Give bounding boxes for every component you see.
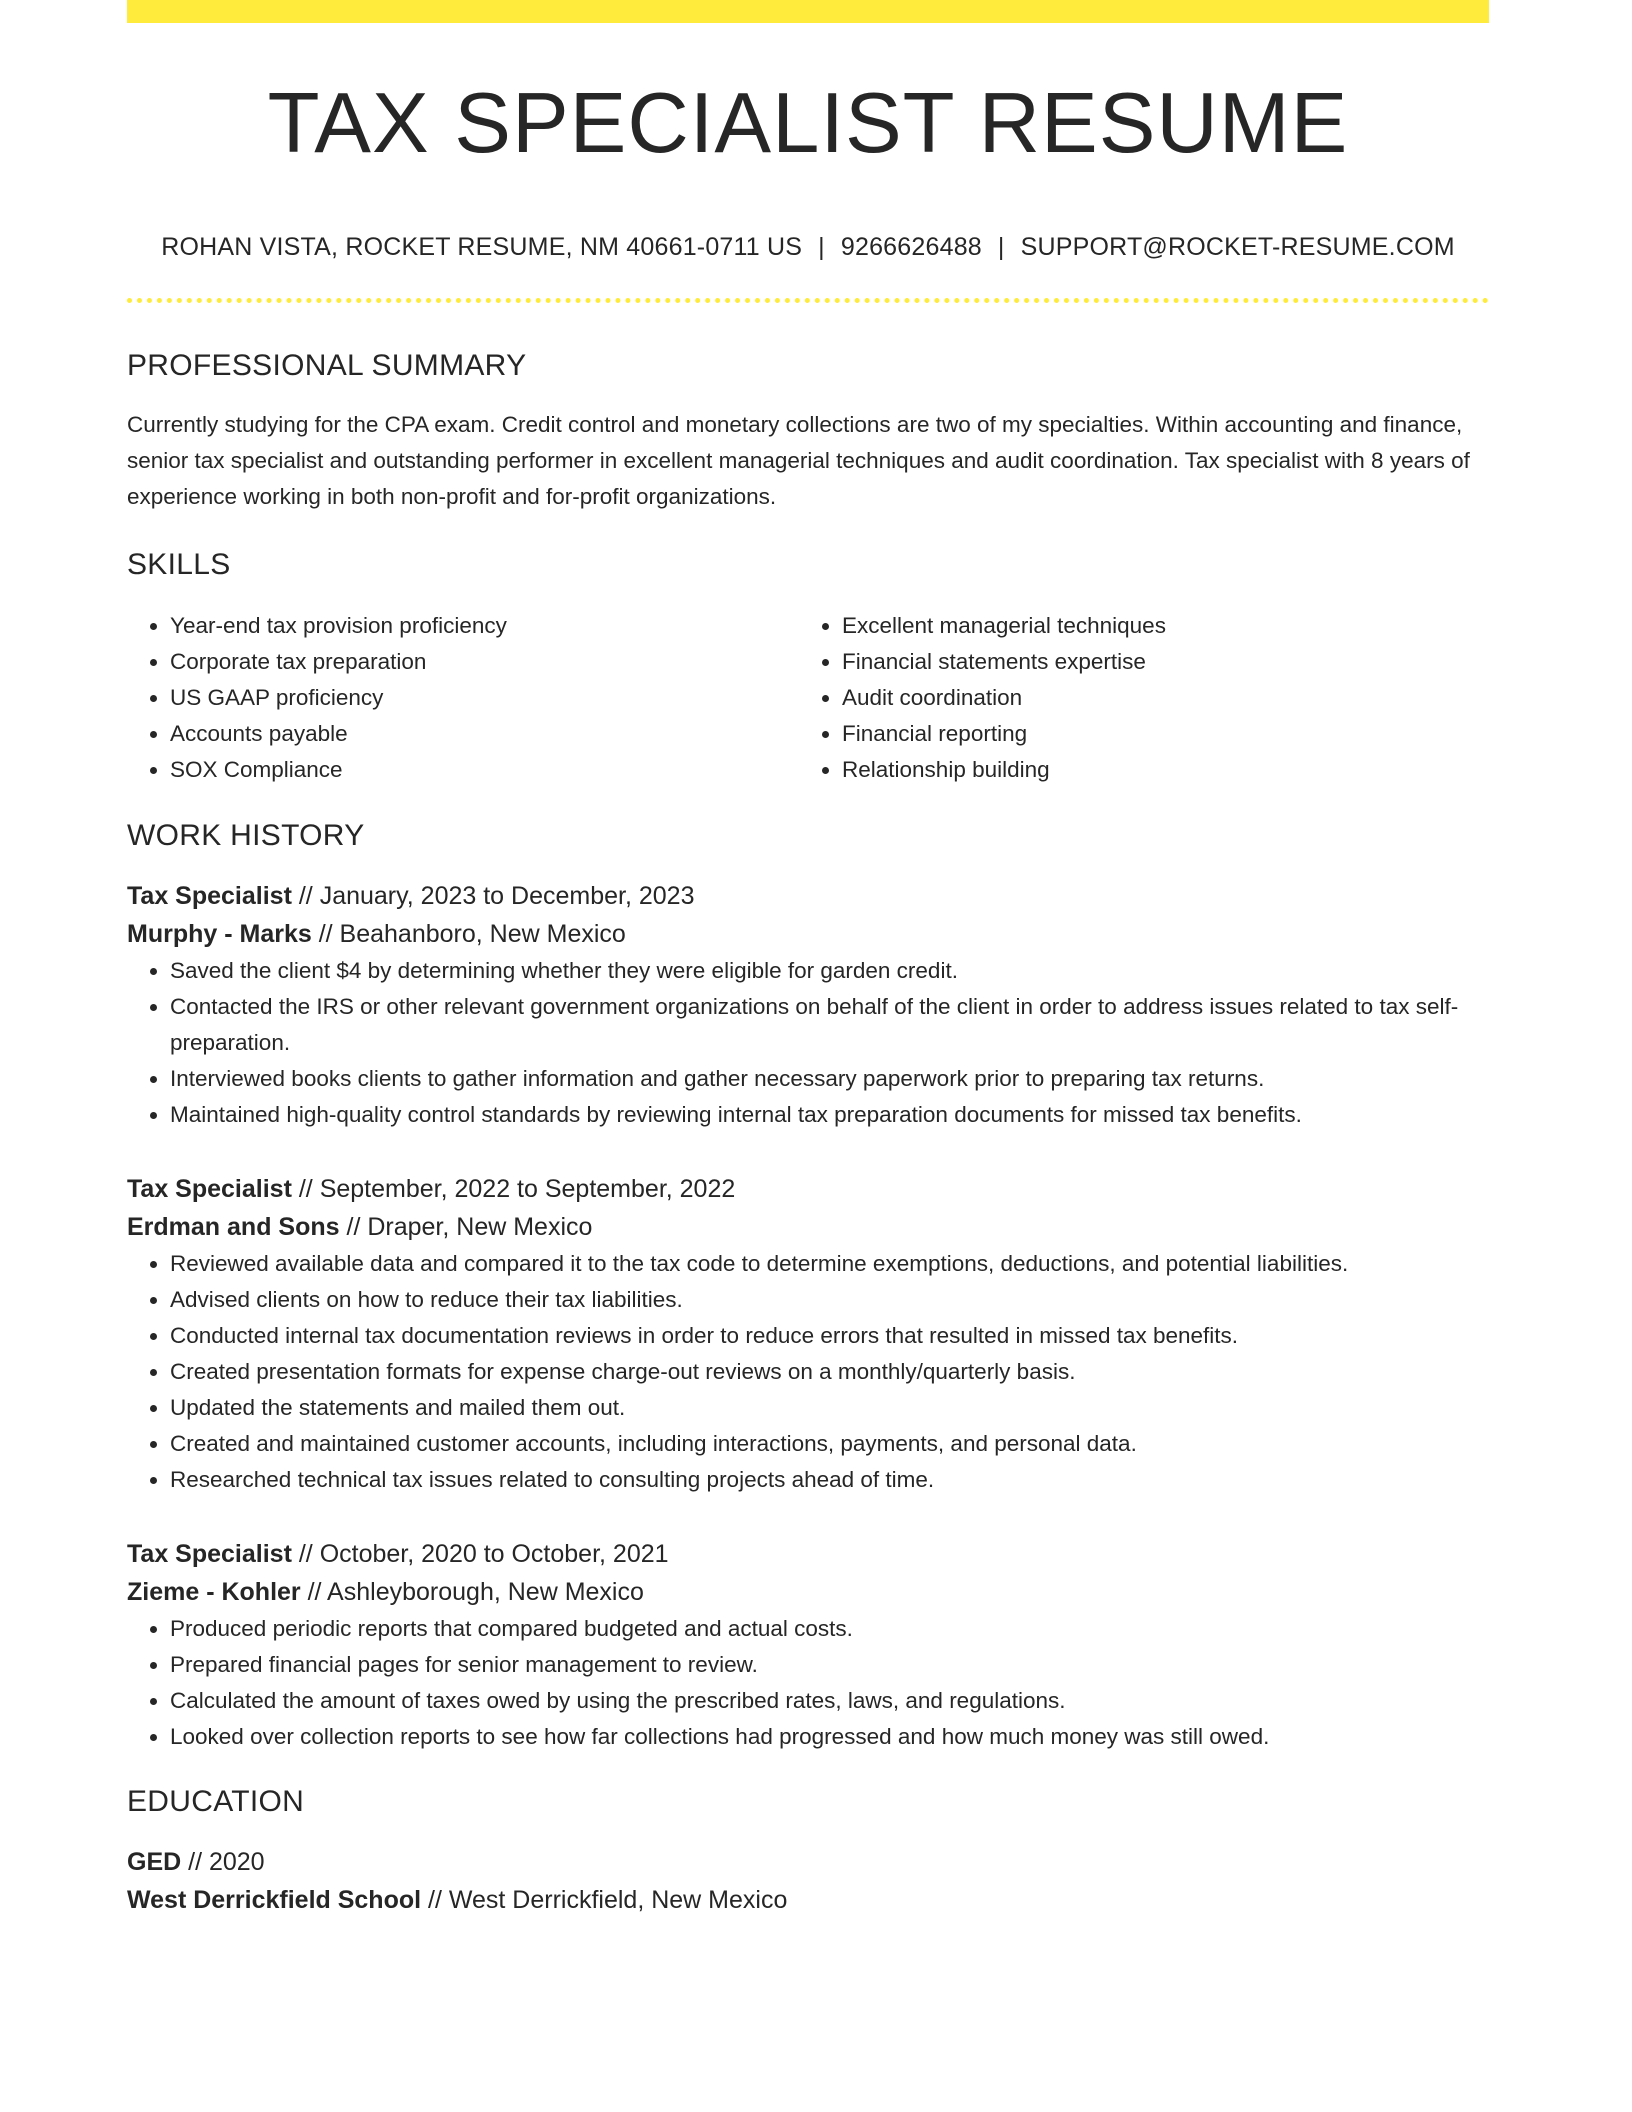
job-bullet: • Advised clients on how to reduce their tax liabilities. xyxy=(170,1282,1489,1318)
skill-item: • Financial statements expertise xyxy=(842,644,1471,680)
job-entry xyxy=(127,1535,1489,1755)
skill-item: • Accounts payable xyxy=(170,716,799,752)
education-heading: EDUCATION xyxy=(127,1785,305,1818)
job-location: // Draper, New Mexico xyxy=(339,1213,593,1241)
job-bullet: • Maintained high-quality control standards by reviewing internal tax preparation documents for missed tax benefits. xyxy=(170,1097,1489,1133)
job-bullet: • Created presentation formats for expense charge-out reviews on a monthly/quarterly basis. xyxy=(170,1354,1489,1390)
job-bullet: • Interviewed books clients to gather information and gather necessary paperwork prior to preparing tax returns. xyxy=(170,1061,1489,1097)
job-title-line xyxy=(127,1535,1489,1573)
job-location: // Beahanboro, New Mexico xyxy=(311,920,626,948)
skill-item: • Year-end tax provision proficiency xyxy=(170,608,799,644)
education-year: // 2020 xyxy=(181,1848,265,1876)
job-bullet: • Saved the client $4 by determining whether they were eligible for garden credit. xyxy=(170,953,1489,989)
job-bullet: • Researched technical tax issues related to consulting projects ahead of time. xyxy=(170,1462,1489,1498)
education-degree-line xyxy=(127,1843,1489,1881)
skills-column-left xyxy=(127,608,799,788)
job-dates: // September, 2022 to September, 2022 xyxy=(291,1175,736,1203)
contact-address: ROHAN VISTA, ROCKET RESUME, NM 40661-0711 US xyxy=(161,233,803,261)
job-bullet: • Calculated the amount of taxes owed by using the prescribed rates, laws, and regulations. xyxy=(170,1683,1489,1719)
job-entry xyxy=(127,1170,1489,1498)
contact-line xyxy=(127,233,1489,262)
education-school-line xyxy=(127,1881,1489,1919)
job-bullet: • Prepared financial pages for senior management to review. xyxy=(170,1647,1489,1683)
job-bullet: • Looked over collection reports to see how far collections had progressed and how much money was still owed. xyxy=(170,1719,1489,1755)
job-entry xyxy=(127,877,1489,1133)
job-company: Zieme - Kohler xyxy=(127,1578,301,1606)
job-bullet: • Contacted the IRS or other relevant government organizations on behalf of the client in order to address issues related to tax self-preparation. xyxy=(170,989,1489,1061)
resume-page xyxy=(127,0,1489,1919)
job-bullets xyxy=(127,1611,1489,1755)
contact-separator: | xyxy=(997,233,1005,261)
dotted-divider xyxy=(127,298,1489,303)
job-dates: // October, 2020 to October, 2021 xyxy=(291,1540,669,1568)
skill-item: • Financial reporting xyxy=(842,716,1471,752)
skills-heading: SKILLS xyxy=(127,548,231,581)
job-company: Murphy - Marks xyxy=(127,920,312,948)
education-school: West Derrickfield School xyxy=(127,1886,422,1914)
job-title: Tax Specialist xyxy=(127,1540,292,1568)
work-history-heading: WORK HISTORY xyxy=(127,819,365,852)
job-title-line xyxy=(127,1170,1489,1208)
job-bullet: • Conducted internal tax documentation reviews in order to reduce errors that resulted in missed tax benefits. xyxy=(170,1318,1489,1354)
contact-separator: | xyxy=(818,233,825,261)
skill-item: • Excellent managerial techniques xyxy=(842,608,1471,644)
accent-bar xyxy=(127,0,1489,23)
skill-item: • Audit coordination xyxy=(842,680,1471,716)
job-bullets xyxy=(127,953,1489,1133)
skill-item: • SOX Compliance xyxy=(170,752,799,788)
education-degree: GED xyxy=(127,1848,182,1876)
summary-text: Currently studying for the CPA exam. Credit control and monetary collections are two of my specialties. Within accounting and finance, senior tax specialist and outstanding performer in excellent managerial techniques and audit coordination. Tax specialist with 8 years of experience working in both non-profit and for-profit organizations. xyxy=(127,412,1470,509)
skills-list xyxy=(127,608,1489,788)
job-bullets xyxy=(127,1246,1489,1498)
job-location: // Ashleyborough, New Mexico xyxy=(300,1578,644,1606)
contact-phone: 9266626488 xyxy=(840,233,982,261)
skill-item: • US GAAP proficiency xyxy=(170,680,799,716)
job-company: Erdman and Sons xyxy=(127,1213,340,1241)
job-company-line xyxy=(127,915,1489,953)
skill-item: • Corporate tax preparation xyxy=(170,644,799,680)
education-location: // West Derrickfield, New Mexico xyxy=(421,1886,788,1914)
resume-title: TAX SPECIALIST RESUME xyxy=(267,76,1349,171)
job-title: Tax Specialist xyxy=(127,1175,292,1203)
summary-heading: PROFESSIONAL SUMMARY xyxy=(127,349,527,382)
job-dates: // January, 2023 to December, 2023 xyxy=(291,882,695,910)
skills-column-right xyxy=(799,608,1471,788)
job-bullet: • Reviewed available data and compared it to the tax code to determine exemptions, deductions, and potential liabilities. xyxy=(170,1246,1489,1282)
job-title: Tax Specialist xyxy=(127,882,292,910)
job-bullet: • Created and maintained customer accounts, including interactions, payments, and personal data. xyxy=(170,1426,1489,1462)
job-title-line xyxy=(127,877,1489,915)
job-company-line xyxy=(127,1573,1489,1611)
skill-item: • Relationship building xyxy=(842,752,1471,788)
contact-email: SUPPORT@ROCKET-RESUME.COM xyxy=(1020,233,1455,261)
job-bullet: • Produced periodic reports that compared budgeted and actual costs. xyxy=(170,1611,1489,1647)
job-company-line xyxy=(127,1208,1489,1246)
job-bullet: • Updated the statements and mailed them out. xyxy=(170,1390,1489,1426)
